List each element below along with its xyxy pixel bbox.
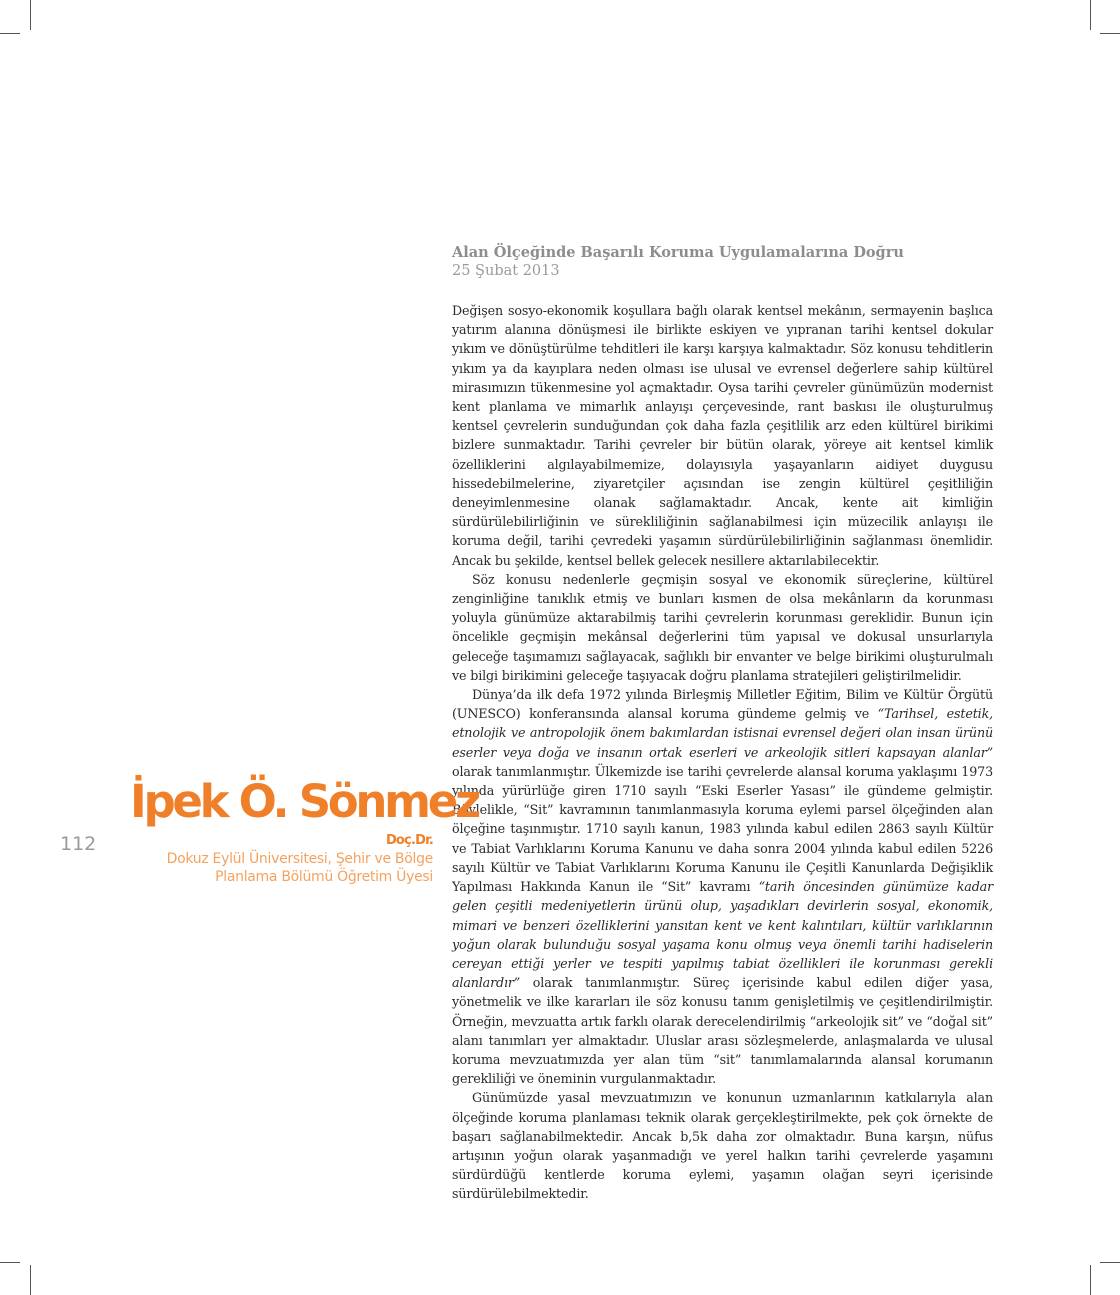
paragraph-4: Günümüzde yasal mevzuatımızın ve konunun uzmanlarının katkılarıyla alan ölçeğinde koruma planlaması teknik olarak gerçekleştirilmekte, pek çok örnekte de başarı sağlanabilmektedir. Ancak b,5k daha zor olmaktadır. Buna karşın, nüfus artışının yoğun olarak yaşanmadığı ve yerel halkın tarihi çevrelerde yaşamını sürdürdüğü kentlerde koruma eylemi, yaşamın olağan seyri içerisinde sürdürülebilmektedir.	[452, 1090, 993, 1202]
crop-mark-top-right-horizontal	[1100, 33, 1120, 34]
paragraph-3-text-e: olarak tanımlanmıştır. Süreç içerisinde kabul edilen diğer yasa, yönetmelik ve ilke kararları ile söz konusu tanım genişletilmiş ve çeşitlendirilmiştir. Örneğin, mevzuatta artık farklı olarak derecelendirilmiş “arkeolojik sit” ve “doğal sit” alanı tanımları yer almaktadır. Uluslar arası sözleşmelerde, anlaşmalarda ve ulusal koruma mevzuatımızda yer alan tüm “sit” tanımlamalarında alansal korumanın gerekliliği ve öneminin vurgulanmaktadır.	[452, 975, 993, 1087]
paragraph-2: Söz konusu nedenlerle geçmişin sosyal ve ekonomik süreçlerine, kültürel zenginliğine tanıklık etmiş ve bunları kısmen de olsa mekânların da korunması yoluyla günümüze aktarabilmiş tarihi çevrelerin korunması gereklidir. Bunun için öncelikle geçmişin mekânsal değerlerini tüm yapısal ve dokusal unsurlarıyla geleceğe taşımamızı sağlayacak, sağlıklı bir envanter ve belge birikimi oluşturulmalı ve bilgi birikimini geleceğe taşıyacak doğru planlama stratejileri geliştirilmelidir.	[452, 571, 993, 683]
author-block	[130, 775, 478, 886]
author-name: İpek Ö. Sönmez	[130, 775, 478, 828]
paragraph-3-text-a: Dünya’da ilk defa 1972 yılında Birleşmiş Milletler Eğitim, Bilim ve Kültür Örgütü (UNESCO) konferansında alansal koruma gündeme gelmiş ve	[452, 687, 993, 722]
paragraph-3	[452, 685, 993, 1088]
article-date: 25 Şubat 2013	[452, 263, 560, 279]
page-number: 112	[60, 833, 97, 855]
affiliation-line-1: Dokuz Eylül Üniversitesi, Şehir ve Bölge	[166, 851, 433, 867]
crop-mark-top-right-vertical	[1090, 0, 1091, 30]
sit-definition-quote: “tarih öncesinden günümüze kadar gelen çeşitli medeniyetlerin ürünü olup, yaşadıkları devirlerin sosyal, ekonomik, mimari ve benzeri özelliklerini yansıtan kent ve kent kalıntıları, kültür varlıklarının yoğun olarak bulunduğu sosyal yaşama konu olmuş veya önemli tarihi hadiselerin cereyan ettiği yerler ve tespiti yapılmış tabiat özellikleri ile korunması gerekli alanlardır”	[452, 879, 993, 991]
crop-mark-bottom-left-horizontal	[0, 1262, 20, 1263]
paragraph-3-text-c: olarak tanımlanmıştır. Ülkemizde ise tarihi çevrelerde alansal koruma yaklaşımı 1973 yılında yürürlüğe giren 1710 sayılı “Eski Eserler Yasası” ile gündeme gelmiştir. Böylelikle, “Sit” kavramının tanımlanmasıyla koruma eylemi parsel ölçeğinden alan ölçeğine taşınmıştır. 1710 sayılı kanun, 1983 yılında kabul edilen 2863 sayılı Kültür ve Tabiat Varlıklarını Koruma Kanunu ve daha sonra 2004 yılında kabul edilen 5226 sayılı Kültür ve Tabiat Varlıklarını Koruma Kanunu ile Çeşitli Kanunlarda Değişiklik Yapılması Hakkında Kanun ile “Sit” kavramı	[452, 763, 993, 895]
author-academic-title: Doç.Dr.	[385, 833, 433, 848]
affiliation-line-2: Planlama Bölümü Öğretim Üyesi	[215, 869, 433, 885]
paragraph-1: Değişen sosyo-ekonomik koşullara bağlı olarak kentsel mekânın, sermayenin başlıca yatırım alanına dönüşmesi ile birlikte eskiyen ve yıpranan tarihi kentsel dokular yıkım ve dönüştürülme tehditleri ile karşı karşıya kalmaktadır. Söz konusu tehditlerin yıkım ya da kayıplara neden olması ise ulusal ve evrensel değerlere sahip kültürel mirasımızın tükenmesine yol açmaktadır. Oysa tarihi çevreler günümüzün modernist kent planlama ve mimarlık anlayışı çerçevesinde, rant baskısı ile oluşturulmuş kentsel çevrelerin sunduğundan çok daha fazla çeşitlilik arz eden kültürel birikimi bizlere sunmaktadır. Tarihi çevreler bir bütün olarak, yöreye ait kentsel kimlik özelliklerini algılayabilmemize, dolayısıyla yaşayanların aidiyet duygusu hissedebilmelerine, ziyaretçiler açısından ise zengin kültürel çeşitliliğin deneyimlenmesine olanak sağlamaktadır. Ancak, kente ait kimliğin sürdürülebilirliğinin ve sürekliliğinin sağlanabilmesi için müzecilik anlayışı ile koruma değil, tarihi çevredeki yaşamın sürdürülebilirliğinin sağlanması önemlidir. Ancak bu şekilde, kentsel bellek gelecek nesillere aktarılabilecektir.	[452, 303, 993, 568]
unesco-definition-quote: “Tarihsel, estetik, etnolojik ve antropolojik önem bakımlardan istisnai evrensel değeri olan insan ürünü eserler veya doğa ve insanın ortak eserleri ve arkeolojik sitleri kapsayan alanlar”	[452, 706, 993, 760]
article-title: Alan Ölçeğinde Başarılı Koruma Uygulamalarına Doğru	[452, 244, 904, 261]
crop-mark-bottom-right-vertical	[1090, 1265, 1091, 1295]
crop-mark-top-left-vertical	[30, 0, 31, 30]
crop-mark-bottom-left-vertical	[30, 1265, 31, 1295]
crop-mark-top-left-horizontal	[0, 33, 20, 34]
author-affiliation	[130, 850, 433, 886]
crop-mark-bottom-right-horizontal	[1100, 1262, 1120, 1263]
article-body	[452, 301, 993, 1204]
article-header	[452, 243, 997, 281]
